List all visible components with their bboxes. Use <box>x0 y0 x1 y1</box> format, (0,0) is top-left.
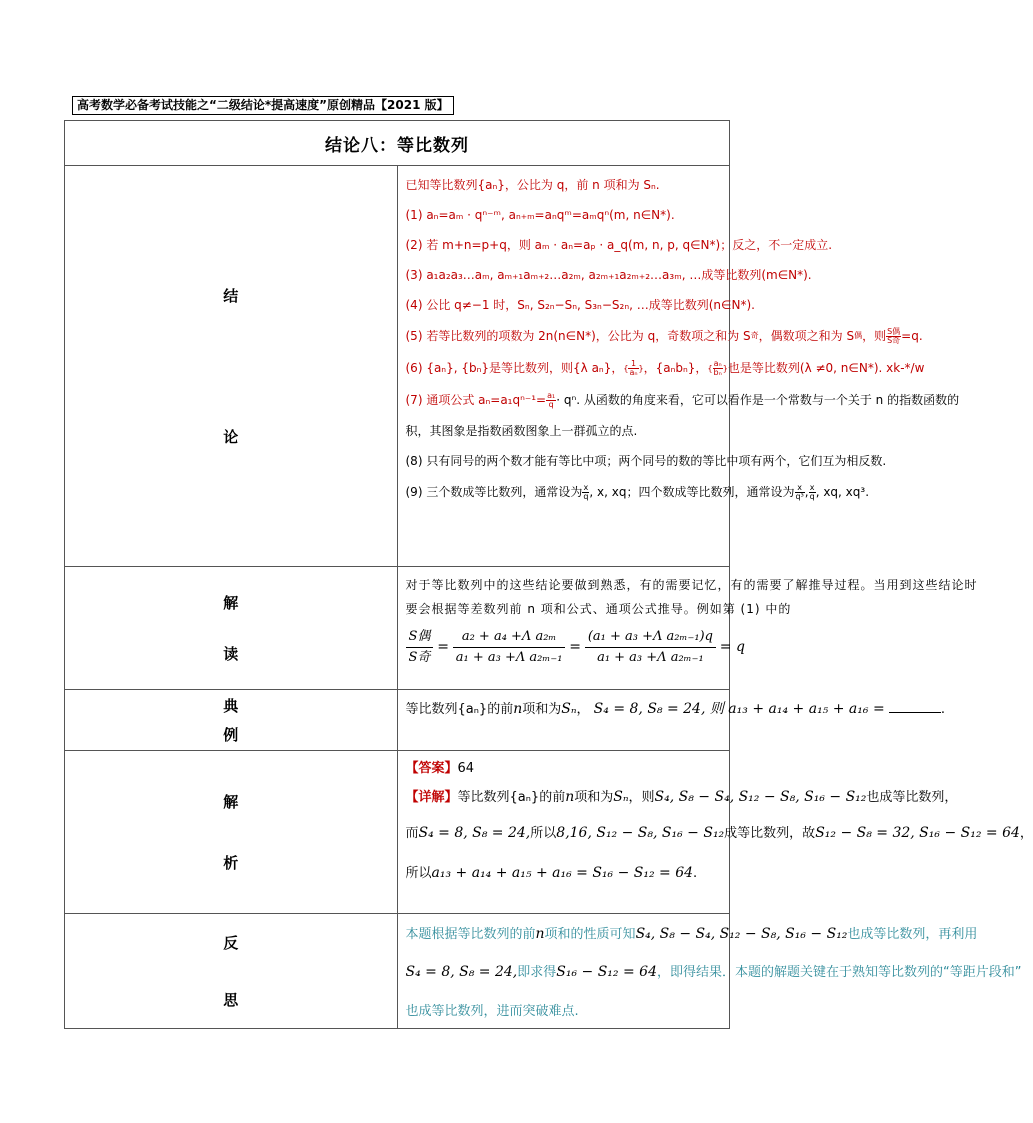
conclusion-item-6 <box>405 352 925 384</box>
conclusion-intro: 已知等比数列{aₙ}，公比为 q，前 n 项和为 Sₙ. <box>405 178 660 192</box>
reflect-label <box>65 914 398 1029</box>
interpret-content <box>397 567 978 690</box>
item5-text-b: ，偶数项之和为 S <box>758 329 855 343</box>
item6-fraction-1: { $\frac{1}{\text{aₙ}}$ } <box>623 358 644 377</box>
frac-bot: q <box>583 491 589 501</box>
label-char: 论 <box>223 428 239 446</box>
detail-tag: 【详解】 <box>405 790 458 805</box>
frac-top: a₁ <box>547 390 556 400</box>
label-char: 结 <box>223 287 239 305</box>
reflect-line-2 <box>405 962 1022 1002</box>
conclusion-item-4: (4) 公比 q≠−1 时，Sₙ, S₂ₙ−Sₙ, S₃ₙ−S₂ₙ, …成等比数列(n∈N*). <box>405 298 755 312</box>
conclusion-item-7 <box>405 384 960 416</box>
example-text-c: ， <box>576 702 590 717</box>
conclusion-label <box>65 166 398 567</box>
line2-text-b: 所以 <box>530 826 557 841</box>
line3-text-a: 所以 <box>405 866 432 881</box>
detail-text-a: 等比数列{aₙ}的前 <box>457 790 566 805</box>
frac-top: aₙ <box>713 358 722 368</box>
answer-tag: 【答案】 <box>405 761 458 776</box>
interpret-equation <box>406 627 745 668</box>
reflect-n: n <box>535 926 545 942</box>
example-text-b: 项和为 <box>522 702 562 717</box>
item5-text-d: =q. <box>901 329 923 343</box>
item9-fraction-3 <box>809 484 816 501</box>
item6-text-a: (6) {aₙ}, {bₙ}是等比数列，则{λ aₙ}， <box>405 361 624 375</box>
detail-text-c: ，则 <box>628 790 655 805</box>
eq-sign: = <box>569 639 581 655</box>
eq-fraction-1 <box>406 627 434 668</box>
frac-top: x <box>795 484 805 493</box>
analysis-line-2 <box>405 823 1033 863</box>
label-char: 思 <box>223 991 239 1009</box>
line3-text-b: . <box>693 866 698 881</box>
conclusion-item-9: (9) 三个数成等比数列，通常设为 $\frac{x}{q}$ , x, xq；四个数成等比数列，通常设为 $\frac{x}{\text{q³}}$ , $\frac{x}{q}$ , xq, xq³. <box>405 482 870 501</box>
label-spacer <box>66 613 396 643</box>
detail-line <box>405 787 958 823</box>
label-spacer <box>66 812 396 852</box>
line2-formula-2: 8,16, S₁₂ − S₈, S₁₆ − S₁₂ <box>556 825 725 841</box>
frac-top: x <box>809 482 815 492</box>
reflect-text-e: ，即得结果．本题的解题关键在于熟知等比数列的“等距片段和” <box>656 965 1022 980</box>
item7-text-b: · qⁿ. 从函数的角度来看，它可以看作是一个常数与一个关于 n 的指数函数的 <box>556 393 960 407</box>
analysis-line-3 <box>406 863 722 893</box>
item7-fraction <box>546 392 556 409</box>
item9-text-b: , x, xq；四个数成等比数列，通常设为 <box>589 485 795 499</box>
item6-text-b: ，{aₙbₙ}， <box>643 361 708 375</box>
label-char: 解 <box>223 793 239 811</box>
line2-text-d: ， <box>1019 826 1033 841</box>
reflect-text-c: 也成等比数列，再利用 <box>847 927 978 942</box>
reflect-formula-2: S₄ = 8, S₈ = 24, <box>405 964 518 980</box>
label-char: 典 <box>223 697 239 715</box>
frac-bot: q <box>548 399 554 409</box>
frac-top: S偶 <box>887 326 901 336</box>
item5-text-c: ，则 <box>862 329 887 343</box>
line2-formula-1: S₄ = 8, S₈ = 24, <box>418 825 531 841</box>
example-n: n <box>513 701 523 717</box>
detail-sn: Sₙ <box>613 789 629 805</box>
eq-sign: = <box>437 639 449 655</box>
item7-text-a: (7) 通项公式 aₙ=a₁qⁿ⁻¹= <box>405 393 547 407</box>
detail-text-b: 项和为 <box>574 790 614 805</box>
document-header: 高考数学必备考试技能之“二级结论*提高速度”原创精品【2021 版】 <box>72 96 454 115</box>
frac-bot: S奇 <box>887 335 901 345</box>
example-formula: S₄ = 8, S₈ = 24, 则 a₁₃ + a₁₄ + a₁₅ + a₁₆ = <box>593 701 885 717</box>
label-char: 析 <box>223 854 239 872</box>
label-spacer <box>66 953 396 989</box>
item5-fraction <box>886 328 901 345</box>
reflect-line-1 <box>405 924 978 962</box>
line3-formula: a₁₃ + a₁₄ + a₁₅ + a₁₆ = S₁₆ − S₁₂ = 64 <box>431 865 694 881</box>
example-label <box>65 690 398 751</box>
frac-bot: q³ <box>795 491 804 501</box>
frac-top: 1 <box>628 360 638 369</box>
frac-top: a₂ + a₄ +Λ a₂ₘ <box>453 627 566 648</box>
reflect-text-a: 本题根据等比数列的前 <box>405 927 536 942</box>
item9-text-c: , xq, xq³. <box>815 485 870 499</box>
frac-top: x <box>583 482 589 492</box>
analysis-label <box>65 751 398 914</box>
line2-text-c: 成等比数列，故 <box>724 826 816 841</box>
label-char: 解 <box>223 594 239 612</box>
frac-bot: aₙ <box>629 367 638 377</box>
answer-line <box>406 759 722 787</box>
frac-bot: S奇 <box>408 650 431 665</box>
conclusion-item-1: (1) aₙ=aₘ · qⁿ⁻ᵐ, aₙ₊ₘ=aₙqᵐ=aₘqⁿ(m, n∈N*). <box>405 208 675 222</box>
label-char: 读 <box>223 645 239 663</box>
item6-fraction-2: { $\frac{\text{aₙ}}{\text{bₙ}}$ } <box>707 358 728 377</box>
answer-value: 64 <box>457 761 475 776</box>
frac-bot: q <box>809 491 815 501</box>
frac-top: (a₁ + a₃ +Λ a₂ₘ₋₁)q <box>585 627 716 648</box>
eq-fraction-2 <box>453 627 566 668</box>
interpret-label <box>65 567 398 690</box>
reflect-content <box>397 914 1022 1029</box>
page-title: 结论八：等比数列 <box>65 121 730 166</box>
item6-text-c: 也是等比数列(λ ≠0, n∈N*). xk-*/w <box>727 361 925 375</box>
reflect-text-d: 即求得 <box>517 965 557 980</box>
label-spacer <box>66 716 396 724</box>
analysis-content <box>397 751 1033 914</box>
detail-text-d: 也成等比数列， <box>866 790 958 805</box>
conclusion-item-7-cont: 积，其图象是指数函数图象上一群孤立的点. <box>405 424 638 438</box>
item9-fraction-2 <box>795 484 805 501</box>
example-content <box>397 690 945 751</box>
frac-top: S偶 <box>406 627 434 648</box>
example-end: . <box>940 702 945 717</box>
interpret-line-2: 要会根据等差数列前 n 项和公式、通项公式推导。例如第 (1) 中的 <box>405 602 792 616</box>
line2-text-a: 而 <box>405 826 419 841</box>
item5-text-a: (5) 若等比数列的项数为 2n(n∈N*)，公比为 q，奇数项之和为 S <box>405 329 751 343</box>
conclusion-item-5: (5) 若等比数列的项数为 2n(n∈N*)，公比为 q，奇数项之和为 S 奇 ，偶数项之和为 S 偶 ，则 $\frac{\text{S偶}}{\text{S奇}}$ =q. <box>405 326 923 345</box>
reflect-text-b: 项和的性质可知 <box>544 927 636 942</box>
frac-bot: bₙ <box>713 367 722 377</box>
frac-bot: a₁ + a₃ +Λ a₂ₘ₋₁ <box>597 650 704 665</box>
frac-bot: a₁ + a₃ +Λ a₂ₘ₋₁ <box>455 650 563 665</box>
eq-tail: = q <box>719 639 745 655</box>
conclusion-item-2: (2) 若 m+n=p+q，则 aₘ · aₙ=aₚ · a_q(m, n, p, q∈N*)；反之，不一定成立. <box>405 238 833 252</box>
example-text-a: 等比数列{aₙ}的前 <box>405 702 514 717</box>
label-char: 例 <box>223 726 239 744</box>
example-sn: Sₙ <box>561 701 577 717</box>
reflect-formula-3: S₁₆ − S₁₂ = 64 <box>556 964 657 980</box>
detail-n: n <box>565 789 575 805</box>
item9-text-a: (9) 三个数成等比数列，通常设为 <box>405 485 583 499</box>
answer-blank <box>889 700 941 713</box>
conclusion-content <box>397 166 960 567</box>
interpret-line-1: 对于等比数列中的这些结论要做到熟悉，有的需要记忆，有的需要了解推导过程。当用到这些结论时 <box>405 578 978 592</box>
item9-fraction-1 <box>582 484 589 501</box>
reflect-line-3: 也成等比数列，进而突破难点. <box>405 1004 579 1019</box>
conclusion-table <box>64 120 1033 1029</box>
line2-formula-3: S₁₂ − S₈ = 32, S₁₆ − S₁₂ = 64 <box>815 825 1020 841</box>
label-spacer <box>66 306 396 426</box>
conclusion-item-3: (3) a₁a₂a₃…aₘ, aₘ₊₁aₘ₊₂…a₂ₘ, a₂ₘ₊₁a₂ₘ₊₂…a₃ₘ, …成等比数列(m∈N*). <box>405 268 812 282</box>
reflect-formula-1: S₄, S₈ − S₄, S₁₂ − S₈, S₁₆ − S₁₂ <box>635 926 848 942</box>
label-char: 反 <box>223 934 239 952</box>
eq-fraction-3 <box>585 627 716 668</box>
detail-formula: S₄, S₈ − S₄, S₁₂ − S₈, S₁₆ − S₁₂ <box>654 789 867 805</box>
conclusion-item-8: (8) 只有同号的两个数才能有等比中项；两个同号的数的等比中项有两个，它们互为相反数. <box>405 454 887 468</box>
